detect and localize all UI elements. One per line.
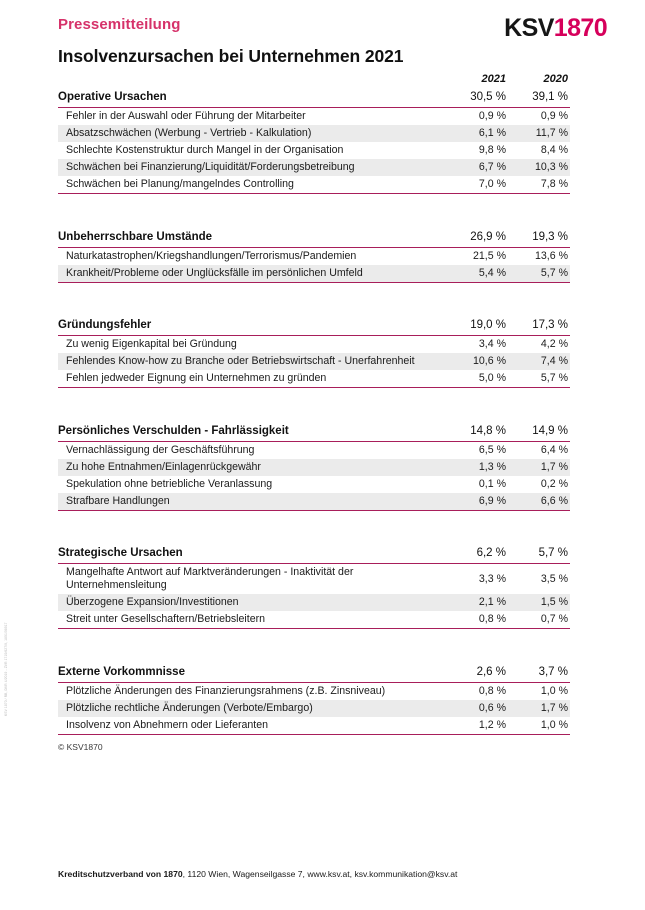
row-value-2020: 3,5 %: [508, 564, 570, 595]
row-value-2021: 6,9 %: [446, 493, 508, 511]
row-value-2020: 0,7 %: [508, 611, 570, 629]
logo-ksv-text: KSV: [504, 14, 554, 42]
table-row: [58, 353, 570, 370]
row-value-2021: 1,2 %: [446, 717, 508, 735]
row-value-2021: 6,1 %: [446, 125, 508, 142]
row-label: Mangelhafte Antwort auf Marktveränderungen - Inaktivität der Unternehmensleitung: [58, 564, 446, 595]
row-value-2020: 5,7 %: [508, 370, 570, 388]
row-value-2020: 10,3 %: [508, 159, 570, 176]
row-value-2020: 0,9 %: [508, 108, 570, 126]
year-header-2021: 2021: [481, 73, 506, 85]
row-label: Naturkatastrophen/Kriegshandlungen/Terrorismus/Pandemien: [58, 247, 446, 265]
row-value-2020: 1,0 %: [508, 717, 570, 735]
group-row: [58, 422, 570, 442]
row-label: Spekulation ohne betriebliche Veranlassung: [66, 477, 273, 490]
group-value-2021: 19,0 %: [470, 319, 506, 331]
row-value-2021: 9,8 %: [478, 144, 506, 156]
row-label: Absatzschwächen (Werbung - Vertrieb - Kalkulation): [58, 125, 446, 142]
page-header: [26, 0, 619, 42]
row-value-2021: 3,3 %: [446, 564, 508, 595]
page-footer: [58, 869, 457, 879]
row-label: Schlechte Kostenstruktur durch Mangel in der Organisation: [66, 144, 344, 156]
table-row: [58, 370, 570, 388]
table-row: [58, 108, 570, 126]
row-label: Plötzliche Änderungen des Finanzierungsrahmens (z.B. Zinsniveau): [58, 682, 446, 700]
row-value-2020: 11,7 %: [508, 125, 570, 142]
row-value-2020: 13,6 %: [508, 247, 570, 265]
row-label: Zu wenig Eigenkapital bei Gründung: [58, 336, 446, 354]
table-row: [58, 441, 570, 459]
year-header-2020: 2020: [543, 73, 568, 85]
row-label: Fehlendes Know-how zu Branche oder Betriebswirtschaft - Unerfahrenheit: [58, 353, 446, 370]
group-value-2020: 5,7 %: [538, 547, 568, 559]
row-value-2021: 0,6 %: [446, 700, 508, 717]
row-label: Krankheit/Probleme oder Unglücksfälle im persönlichen Umfeld: [58, 265, 446, 283]
table-row: [58, 459, 570, 476]
insolvency-causes-table-area: [26, 73, 619, 735]
row-value-2020: 1,5 %: [508, 594, 570, 611]
table-row: [58, 682, 570, 700]
table-row: [58, 564, 570, 595]
row-value-2021: 0,8 %: [446, 611, 508, 629]
row-value-2021: 5,0 %: [446, 370, 508, 388]
table-row: [58, 159, 570, 176]
table-row: [58, 336, 570, 354]
group-label: Unbeherrschbare Umstände: [58, 230, 213, 243]
row-value-2020: 6,4 %: [508, 441, 570, 459]
group-spacer: [58, 510, 570, 544]
group-row: [58, 88, 570, 108]
group-value-2021: 2,6 %: [476, 665, 506, 678]
table-year-header-row: [58, 73, 570, 88]
group-label: Persönliches Verschulden - Fahrlässigkeit: [58, 424, 289, 437]
row-value-2021: 10,6 %: [446, 353, 508, 370]
group-row: [58, 544, 570, 564]
row-value-2021: 6,7 %: [446, 159, 508, 176]
group-value-2020: 19,3 %: [532, 230, 568, 243]
group-row: [58, 316, 570, 336]
insolvency-causes-table: [58, 73, 570, 735]
row-value-2021: 6,5 %: [446, 441, 508, 459]
table-row: [58, 125, 570, 142]
row-label: Fehlen jedweder Eignung ein Unternehmen zu gründen: [58, 370, 446, 388]
group-value-2020: 17,3 %: [532, 319, 568, 331]
ksv1870-logo: [504, 16, 619, 41]
row-value-2020: 5,7 %: [508, 265, 570, 283]
row-label: Schwächen bei Planung/mangelndes Controlling: [58, 176, 446, 194]
group-value-2021: 14,8 %: [470, 424, 506, 437]
group-row: [58, 228, 570, 248]
row-value-2021: 3,4 %: [446, 336, 508, 354]
row-label: Schwächen bei Finanzierung/Liquidität/Forderungsbetreibung: [58, 159, 446, 176]
row-value-2021: 0,8 %: [446, 682, 508, 700]
group-label: Externe Vorkommnisse: [58, 665, 185, 678]
row-value-2020: 8,4 %: [540, 144, 568, 156]
group-value-2021: 26,9 %: [470, 230, 506, 243]
group-spacer: [58, 282, 570, 316]
group-value-2020: 39,1 %: [532, 91, 568, 103]
row-label: Streit unter Gesellschaftern/Betriebsleitern: [58, 611, 446, 629]
table-row: [58, 247, 570, 265]
row-value-2021: 2,1 %: [446, 594, 508, 611]
row-label: Insolvenz von Abnehmern oder Lieferanten: [58, 717, 446, 735]
group-spacer: [58, 388, 570, 422]
table-row: [58, 142, 570, 159]
row-value-2021: 1,3 %: [446, 459, 508, 476]
footer-org-name: Kreditschutzverband von 1870: [58, 869, 183, 879]
row-value-2020: 1,0 %: [508, 682, 570, 700]
row-label: Zu hohe Entnahmen/Einlagenrückgewähr: [58, 459, 446, 476]
row-value-2021: 0,1 %: [478, 477, 506, 490]
row-label: Plötzliche rechtliche Änderungen (Verbote/Embargo): [58, 700, 446, 717]
side-margin-credit: KSV 1870 / RB, DVR 4/2019 - ZVR 1710/627/9, 1801/08917: [4, 622, 8, 716]
row-value-2020: 7,4 %: [508, 353, 570, 370]
logo-1870-text: 1870: [553, 14, 607, 42]
page-title: Insolvenzursachen bei Unternehmen 2021: [58, 46, 404, 66]
row-label: Fehler in der Auswahl oder Führung der Mitarbeiter: [58, 108, 446, 126]
row-label: Strafbare Handlungen: [58, 493, 446, 511]
group-value-2021: 6,2 %: [476, 547, 506, 559]
row-value-2020: 7,8 %: [508, 176, 570, 194]
group-spacer: [58, 194, 570, 228]
table-row: [58, 476, 570, 493]
group-value-2020: 14,9 %: [532, 424, 568, 437]
copyright-line: © KSV1870: [58, 741, 103, 752]
row-value-2020: 4,2 %: [508, 336, 570, 354]
kicker-pressemitteilung: Pressemitteilung: [58, 16, 181, 33]
group-value-2020: 3,7 %: [538, 665, 568, 678]
group-label: Operative Ursachen: [58, 91, 167, 103]
row-value-2021: 5,4 %: [446, 265, 508, 283]
group-row: [58, 663, 570, 683]
table-row: [58, 594, 570, 611]
row-value-2020: 1,7 %: [508, 700, 570, 717]
group-label: Strategische Ursachen: [58, 547, 183, 559]
row-value-2021: 7,0 %: [446, 176, 508, 194]
row-value-2020: 1,7 %: [508, 459, 570, 476]
table-row: [58, 717, 570, 735]
table-row: [58, 700, 570, 717]
table-row: [58, 493, 570, 511]
table-row: [58, 265, 570, 283]
table-row: [58, 611, 570, 629]
row-value-2021: 0,9 %: [446, 108, 508, 126]
footer-address: , 1120 Wien, Wagenseilgasse 7, www.ksv.at, ksv.kommunikation@ksv.at: [182, 869, 458, 879]
row-value-2021: 21,5 %: [446, 247, 508, 265]
group-value-2021: 30,5 %: [470, 91, 506, 103]
row-value-2020: 0,2 %: [540, 477, 568, 490]
table-row: [58, 176, 570, 194]
group-spacer: [58, 629, 570, 663]
row-label: Vernachlässigung der Geschäftsführung: [58, 441, 446, 459]
year-header-blank: [58, 73, 446, 88]
group-label: Gründungsfehler: [58, 319, 152, 331]
row-value-2020: 6,6 %: [508, 493, 570, 511]
row-label: Überzogene Expansion/Investitionen: [58, 594, 446, 611]
